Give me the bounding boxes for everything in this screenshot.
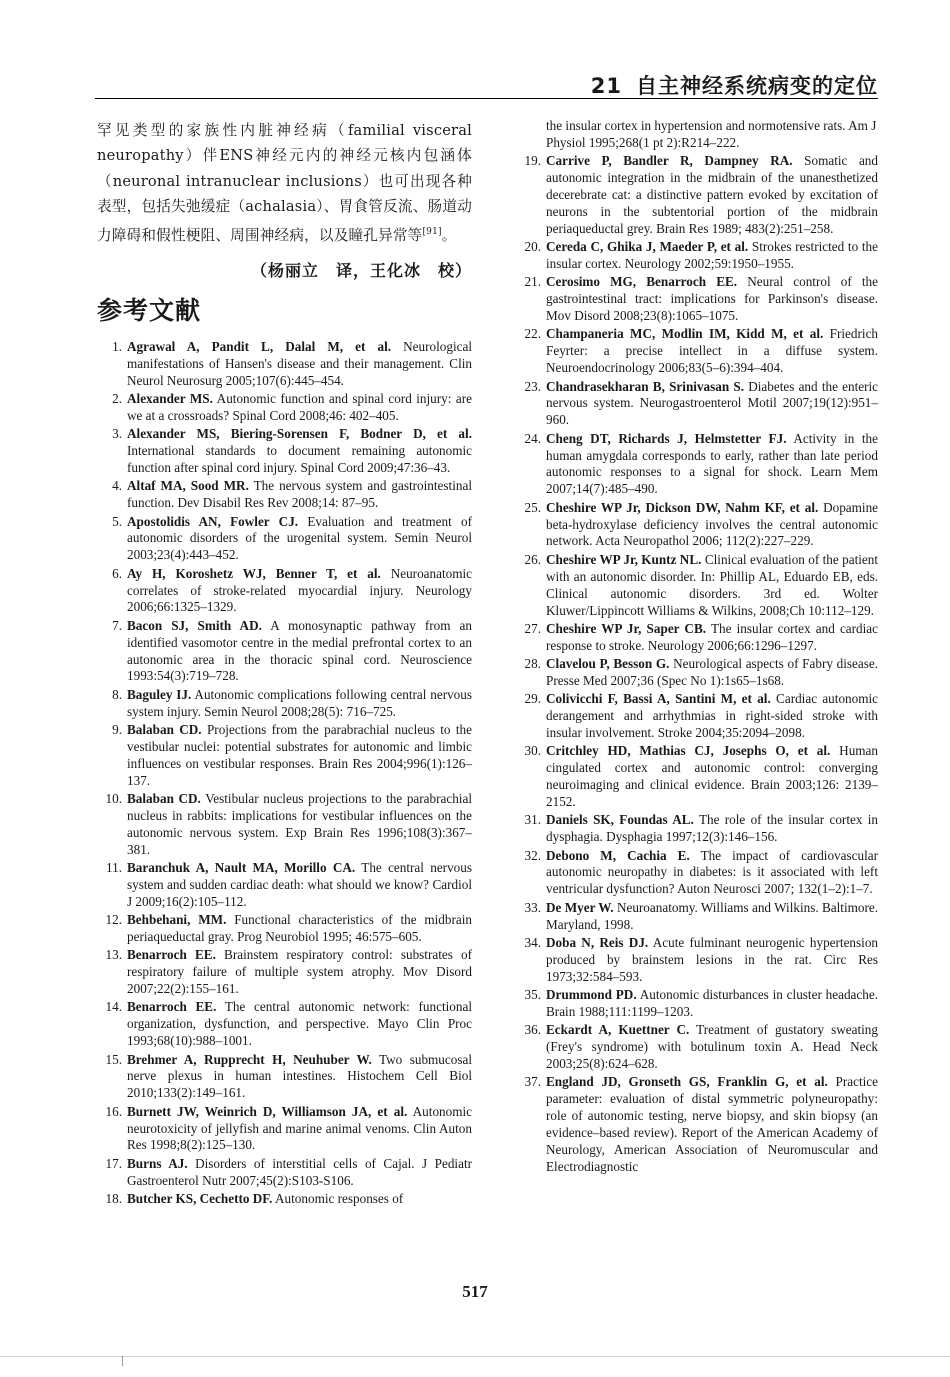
reference-number: 21. — [524, 274, 541, 290]
reference-body: The central nervous system and sudden cardiac death: what should we know? Cardiol J 2009;16(2):105–112. — [127, 859, 472, 909]
header-rule — [95, 98, 878, 99]
reference-number: 18. — [105, 1190, 122, 1206]
reference-item — [97, 339, 472, 390]
reference-authors: Baranchuk A, Nault MA, Morillo CA. — [127, 859, 356, 875]
reference-item — [516, 1074, 878, 1175]
reference-authors: Benarroch EE. — [127, 999, 217, 1015]
reference-body: Neurological aspects of Fabry disease. Presse Med 2007;36 (Spec No 1):1s65–1s68. — [546, 656, 878, 688]
reference-list-left — [97, 339, 472, 1208]
reference-body: Brainstem respiratory control: substrates of respiratory failure of multiple system atrophy. Mov Disord 2007;22(2):155–161. — [127, 947, 472, 997]
reference-body: International standards to document remaining autonomic function after spinal cord injury. Spinal Cord 2009;47:36–43. — [127, 443, 472, 476]
reference-number: 19. — [524, 153, 541, 169]
reference-authors: England JD, Gronseth GS, Franklin G, et al. — [546, 1074, 828, 1090]
reference-number: 29. — [524, 691, 541, 707]
reference-number: 27. — [524, 620, 541, 636]
reference-authors: Burnett JW, Weinrich D, Williamson JA, et al. — [127, 1103, 408, 1119]
reference-body: Autonomic complications following central nervous system injury. Semin Neurol 2008;28(5): 716–725. — [127, 686, 472, 719]
reference-authors: Apostolidis AN, Fowler CJ. — [127, 513, 299, 529]
reference-body: Activity in the human amygdala corresponds to early, rather than late period autonomic responses to a signal for shock. Learn Mem 2007;14(7):485–490. — [546, 430, 878, 497]
reference-number: 10. — [105, 790, 122, 806]
reference-authors: Bacon SJ, Smith AD. — [127, 617, 262, 633]
reference-body: Neuroanatomy. Williams and Wilkins. Baltimore. Maryland, 1998. — [546, 899, 879, 932]
reference-body: Projections from the parabrachial nucleus to the vestibular nuclei: potential substrates for autonomic and limbic influences on vestibular responses. Brain Res 2004;996(1):126–137. — [127, 721, 472, 788]
reference-body: Cardiac autonomic derangement and arrhythmias in right-sided stroke with insular involvement. Stroke 2004;35:2094–2098. — [546, 691, 878, 741]
reference-authors: Cheng DT, Richards J, Helmstetter FJ. — [546, 430, 787, 446]
reference-number: 1. — [112, 338, 122, 354]
reference-body: Two submucosal nerve plexus in human intestines. Histochem Cell Biol 2010;133(2):149–161. — [127, 1051, 472, 1101]
reference-number: 4. — [112, 478, 122, 494]
reference-item — [97, 478, 472, 512]
reference-body: The insular cortex and cardiac response to stroke. Neurology 2006;66:1296–1297. — [546, 620, 879, 653]
reference-body: Practice parameter: evaluation of distal symmetric polyneuropathy: role of autonomic testing, nerve biopsy, and skin biopsy (an evidence–based review). Report of the American Academy of Neurology, American Association of Neuromuscular and Electrodiagnostic — [546, 1074, 878, 1174]
reference-authors: Cerosimo MG, Benarroch EE. — [546, 274, 738, 290]
reference-item — [97, 391, 472, 425]
reference-number: 17. — [105, 1155, 122, 1171]
reference-item — [97, 1191, 472, 1208]
reference-number: 31. — [524, 812, 541, 828]
reference-item — [97, 1104, 472, 1155]
reference-item — [516, 900, 878, 934]
reference-number: 26. — [524, 551, 541, 567]
reference-item — [97, 566, 472, 617]
reference-number: 33. — [524, 899, 541, 915]
reference-item — [97, 687, 472, 721]
reference-number: 5. — [112, 513, 122, 529]
reference-authors: Champaneria MC, Modlin IM, Kidd M, et al. — [546, 326, 824, 342]
chapter-heading — [591, 70, 878, 100]
reference-item — [97, 947, 472, 998]
reference-authors: Debono M, Cachia E. — [546, 847, 690, 863]
reference-body: Disorders of interstitial cells of Cajal. J Pediatr Gastroenterol Nutr 2007;45(2):S103-S106. — [127, 1155, 472, 1188]
reference-body: Functional characteristics of the midbrain periaqueductal gray. Prog Neurobiol 1995; 46:575–605. — [127, 912, 472, 944]
reference-item — [97, 912, 472, 946]
reference-body: Autonomic neurotoxicity of jellyfish and marine animal venoms. Clin Auton Res 1998;8(2):125–130. — [127, 1103, 472, 1153]
reference-item — [516, 379, 878, 430]
reference-number: 35. — [524, 986, 541, 1002]
reference-body: Dopamine beta-hydroxylase deficiency involves the central autonomic network. Acta Neuropathol 2006; 112(2):227–229. — [546, 499, 879, 549]
reference-authors: Balaban CD. — [127, 790, 201, 806]
reference-item — [516, 621, 878, 655]
reference-authors: Ay H, Koroshetz WJ, Benner T, et al. — [127, 565, 381, 581]
reference-body: Autonomic responses of — [275, 1190, 404, 1206]
reference-body: The central autonomic network: functional organization, dysfunction, and perspective. Mayo Clin Proc 1993;68(10):988–1001. — [127, 999, 472, 1049]
reference-item — [516, 812, 878, 846]
reference-body: Neurological manifestations of Hansen's disease and their management. Clin Neurol Neurosurg 2005;107(6):445–454. — [127, 338, 472, 388]
reference-authors: Behbehani, MM. — [127, 912, 227, 928]
reference-item — [97, 1156, 472, 1190]
reference-number: 9. — [112, 721, 122, 737]
reference-authors: Clavelou P, Besson G. — [546, 656, 670, 671]
reference-item — [516, 743, 878, 811]
reference-authors: Cereda C, Ghika J, Maeder P, et al. — [546, 239, 749, 255]
reference-body: Neural control of the gastrointestinal tract: implications for Parkinson's disease. Mov Disord 2008;23(8):1065–1075. — [546, 274, 878, 324]
reference-number: 14. — [105, 999, 122, 1015]
reference-authors: Carrive P, Bandler R, Dampney RA. — [546, 153, 793, 169]
reference-number: 12. — [105, 912, 122, 928]
reference-number: 8. — [112, 686, 122, 702]
reference-body: Somatic and autonomic integration in the midbrain of the unanesthetized decerebrate cat: a distinctive pattern evoked by excitation of neurons in the subtentorial portion of the midbrain periaqueductal grey. Brain Res 1989; 483(2):251–258. — [546, 153, 878, 236]
reference-item — [516, 656, 878, 690]
reference-number: 22. — [524, 326, 541, 342]
reference-item — [97, 722, 472, 790]
reference-item — [516, 848, 878, 899]
reference-number: 30. — [524, 743, 541, 759]
reference-body: Autonomic function and spinal cord injury: are we at a crossroads? Spinal Cord 2008;46: 402–405. — [127, 391, 472, 423]
reference-authors: Daniels SK, Foundas AL. — [546, 812, 694, 828]
reference-body: Treatment of gustatory sweating (Frey's syndrome) with botulinum toxin A. Head Neck 2003;25(8):624–628. — [546, 1022, 878, 1071]
reference-body: Clinical evaluation of the patient with an autonomic disorder. In: Phillip AL, Eduardo EB, eds. Clinical autonomic disorders. 3rd ed. Wolter Kluwer/Lippincott Williams & Wilkins, 2008;Ch 10:112–129. — [546, 551, 879, 618]
left-column — [97, 118, 472, 1209]
reference-authors: Cheshire WP Jr, Dickson DW, Nahm KF, et al. — [546, 499, 819, 515]
reference-number: 20. — [524, 239, 541, 255]
reference-authors: Cheshire WP Jr, Kuntz NL. — [546, 551, 702, 567]
reference-number: 24. — [524, 430, 541, 446]
reference-authors: Benarroch EE. — [127, 947, 216, 963]
reference-authors: Brehmer A, Rupprecht H, Neuhuber W. — [127, 1051, 372, 1067]
reference-body: Acute fulminant neurogenic hypertension produced by brainstem lesions in the rat. Circ Res 1973;32:584–593. — [546, 934, 879, 984]
reference-item — [97, 860, 472, 911]
reference-body: Friedrich Feyrter: a precise intellect in a diffuse system. Neuroendocrinology 2006;83(5–6):394–404. — [546, 326, 879, 376]
reference-authors: Agrawal A, Pandit L, Dalal M, et al. — [127, 338, 392, 354]
reference-number: 28. — [524, 656, 541, 671]
intro-end: 。 — [441, 226, 457, 244]
reference-authors: Cheshire WP Jr, Saper CB. — [546, 620, 707, 636]
reference-item — [516, 274, 878, 325]
reference-number: 13. — [105, 947, 122, 963]
right-column — [516, 118, 878, 1177]
reference-authors: Eckardt A, Kuettner C. — [546, 1022, 690, 1038]
intro-paragraph — [97, 118, 472, 248]
reference-authors: Colivicchi F, Bassi A, Santini M, et al. — [546, 691, 771, 707]
reference-item — [97, 426, 472, 477]
reference-body: Human cingulated cortex and autonomic control: converging neuroimaging and clinical evidence. Brain 2003;126: 2139–2152. — [546, 743, 878, 810]
reference-authors: Balaban CD. — [127, 721, 202, 737]
reference-authors: Baguley IJ. — [127, 686, 192, 702]
reference-authors: Butcher KS, Cechetto DF. — [127, 1190, 273, 1206]
reference-authors: Critchley HD, Mathias CJ, Josephs O, et al. — [546, 743, 831, 759]
bottom-rule — [0, 1356, 950, 1357]
reference-authors: Alexander MS, Biering-Sorensen F, Bodner D, et al. — [127, 426, 472, 442]
translator-credit: （杨丽立 译，王化冰 校） — [250, 260, 472, 280]
reference-item — [516, 239, 878, 273]
reference-body: The impact of cardiovascular autonomic neuropathy in diabetes: is it associated with left ventricular dysfunction? Auton Neurosci 2007; 132(1–2):1–7. — [546, 847, 878, 897]
reference-item — [516, 326, 878, 377]
reference-number: 36. — [524, 1022, 541, 1038]
reference-item — [97, 514, 472, 565]
reference-authors: Burns AJ. — [127, 1155, 188, 1171]
reference-body: Strokes restricted to the insular cortex. Neurology 2002;59:1950–1955. — [546, 239, 878, 272]
reference-number: 34. — [524, 934, 541, 950]
reference-number: 6. — [112, 565, 122, 581]
reference-item — [516, 691, 878, 742]
reference-item — [97, 791, 472, 859]
reference-item — [516, 987, 878, 1021]
reference-item — [97, 999, 472, 1050]
intro-text: 罕见类型的家族性内脏神经病（familial visceral neuropathy）伴ENS神经元内的神经元核内包涵体（neuronal intranuclear inclusions）也可出现各种表型，包括失弛缓症（achalasia）、胃食管反流、肠道动力障碍和假性梗阻、周围神经病，以及瞳孔异常等 — [97, 122, 472, 244]
reference-body: The nervous system and gastrointestinal function. Dev Disabil Res Rev 2008;14: 87–95. — [127, 478, 472, 511]
reference-authors: Chandrasekharan B, Srinivasan S. — [546, 378, 745, 394]
intro-citation: [91] — [422, 226, 442, 237]
reference-number: 16. — [105, 1103, 122, 1119]
reference-item — [516, 552, 878, 620]
reference-item — [97, 618, 472, 686]
reference-number: 23. — [524, 378, 541, 394]
reference-body: Neuroanatomic correlates of stroke-related myocardial injury. Neurology 2006;66:1325–1329. — [127, 565, 472, 615]
chapter-number: 21 — [590, 74, 622, 98]
reference-number: 3. — [112, 426, 122, 442]
reference-authors: De Myer W. — [546, 899, 614, 915]
reference-authors: Drummond PD. — [546, 986, 637, 1002]
reference-number: 7. — [112, 617, 122, 633]
reference-number: 37. — [524, 1074, 541, 1090]
reference-body: Autonomic disturbances in cluster headache. Brain 1988;111:1199–1203. — [546, 986, 878, 1019]
running-header — [95, 70, 878, 100]
bottom-tick-mark — [122, 1356, 123, 1366]
reference-authors: Altaf MA, Sood MR. — [127, 478, 249, 494]
reference-body: A monosynaptic pathway from an identified vasomotor centre in the medial prefrontal cortex to an autonomic area in the thoracic spinal cord. Neuroscience 1993:54(3):719–728. — [127, 617, 472, 684]
chapter-title: 自主神经系统病变的定位 — [636, 74, 878, 98]
reference-body: Vestibular nucleus projections to the parabrachial nucleus in rabbits: implications for vestibular influences on the autonomic nervous system. Exp Brain Res 1996;108(3):367–381. — [127, 790, 472, 857]
reference-authors: Doba N, Reis DJ. — [546, 934, 649, 950]
reference-number: 25. — [524, 499, 541, 515]
reference-authors: Alexander MS. — [127, 391, 213, 406]
reference-number: 2. — [112, 391, 122, 406]
reference-item — [516, 1022, 878, 1073]
reference-body: Evaluation and treatment of autonomic disorders of the urogenital system. Semin Neurol 2003;23(4):443–452. — [127, 513, 472, 563]
reference-item — [97, 1052, 472, 1103]
reference-item — [516, 431, 878, 499]
reference-continuation: the insular cortex in hypertension and normotensive rats. Am J Physiol 1995;268(1 pt 2):R214–222. — [546, 118, 877, 150]
page-number: 517 — [462, 1282, 488, 1301]
reference-body: The role of the insular cortex in dysphagia. Dysphagia 1997;12(3):146–156. — [546, 812, 879, 845]
reference-body: Diabetes and the enteric nervous system. Neurogastroenterol Motil 2007;19(12):951–960. — [546, 378, 878, 428]
references-heading: 参考文献 — [97, 295, 202, 325]
reference-item — [516, 500, 878, 551]
reference-item — [516, 153, 878, 238]
reference-item — [516, 935, 878, 986]
reference-number: 15. — [105, 1051, 122, 1067]
reference-list-right — [516, 153, 878, 1176]
reference-number: 11. — [106, 859, 122, 875]
reference-number: 32. — [524, 847, 541, 863]
